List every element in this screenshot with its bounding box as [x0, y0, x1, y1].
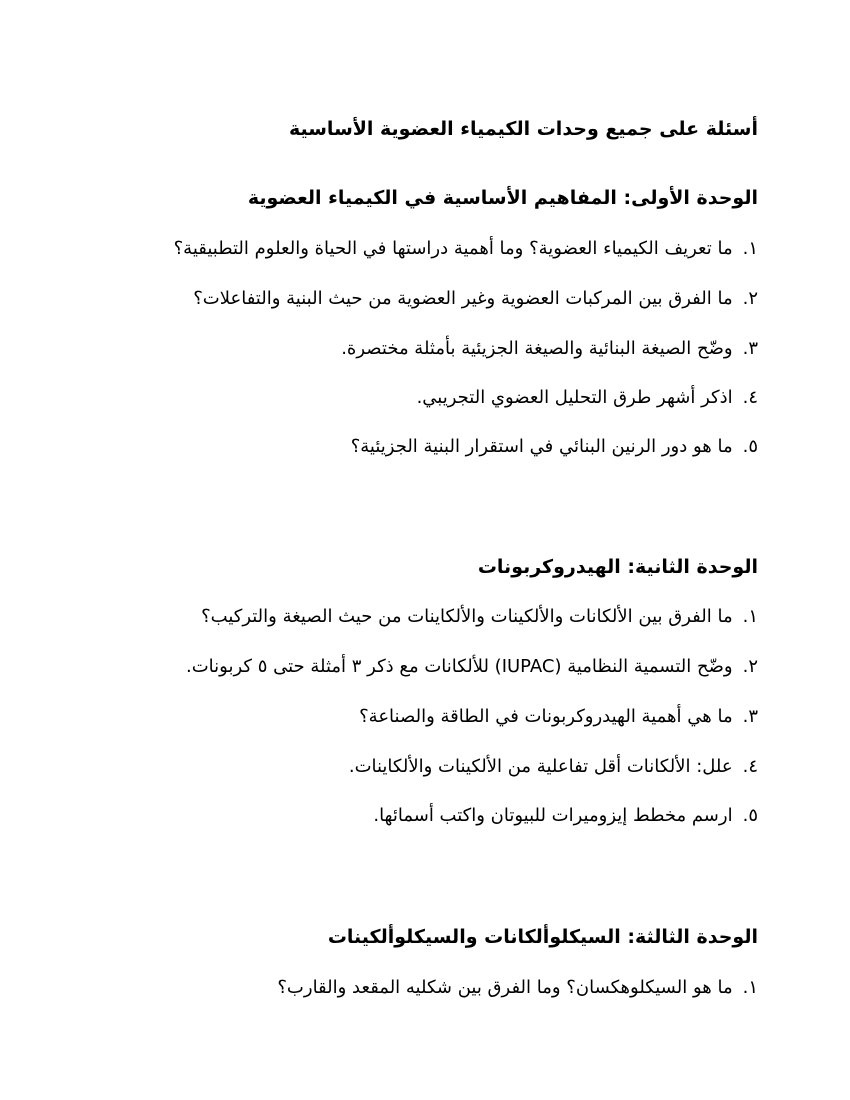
unit-3-title: الوحدة الثالثة: السيكلوألكانات والسيكلوألكينات: [327, 926, 758, 948]
unit-2-question-1: [201, 606, 758, 627]
question-number: ٥.: [742, 436, 758, 457]
question-text: اذكر أشهر طرق التحليل العضوي التجريبي.: [416, 387, 733, 408]
question-text: ما الفرق بين المركبات العضوية وغير العضوية من حيث البنية والتفاعلات؟: [193, 288, 733, 309]
question-number: ٢.: [742, 656, 758, 677]
question-text: ما هو دور الرنين البنائي في استقرار البنية الجزيئية؟: [350, 436, 733, 457]
question-number: ٤.: [742, 756, 758, 777]
unit-3-question-1: [277, 977, 758, 998]
question-text: ما هي أهمية الهيدروكربونات في الطاقة والصناعة؟: [359, 706, 733, 727]
unit-2-question-3: [359, 706, 758, 727]
question-text: وضّح الصيغة البنائية والصيغة الجزيئية بأمثلة مختصرة.: [341, 338, 733, 359]
question-number: ٤.: [742, 387, 758, 408]
question-text: ما هو السيكلوهكسان؟ وما الفرق بين شكليه المقعد والقارب؟: [277, 977, 733, 998]
question-text: علل: الألكانات أقل تفاعلية من الألكينات والألكاينات.: [348, 756, 733, 777]
unit-1-question-5: [351, 436, 758, 457]
question-number: ٥.: [742, 805, 758, 826]
unit-1-question-2: [193, 288, 758, 309]
question-number: ٣.: [742, 706, 758, 727]
unit-2-title: الوحدة الثانية: الهيدروكربونات: [477, 556, 758, 578]
question-number: ٢.: [742, 288, 758, 309]
question-text: ارسم مخطط إيزوميرات للبيوتان واكتب أسمائها.: [373, 805, 733, 826]
unit-2-question-5: [373, 805, 758, 826]
unit-1-question-3: [341, 338, 758, 359]
unit-1-question-1: [174, 238, 758, 259]
question-number: ١.: [742, 238, 758, 259]
question-text: ما تعريف الكيمياء العضوية؟ وما أهمية دراستها في الحياة والعلوم التطبيقية؟: [173, 238, 733, 259]
unit-2-question-2: [186, 656, 758, 677]
unit-1-title: الوحدة الأولى: المفاهيم الأساسية في الكيمياء العضوية: [247, 187, 758, 209]
document-title: أسئلة على جميع وحدات الكيمياء العضوية الأساسية: [288, 118, 758, 140]
question-text: وضّح التسمية النظامية (IUPAC) للألكانات مع ذكر ٣ أمثلة حتى ٥ كربونات.: [185, 656, 733, 677]
unit-1-question-4: [417, 387, 758, 408]
question-number: ١.: [742, 606, 758, 627]
question-text: ما الفرق بين الألكانات والألكينات والألكاينات من حيث الصيغة والتركيب؟: [201, 606, 733, 627]
question-number: ٣.: [742, 338, 758, 359]
unit-2-question-4: [349, 756, 758, 777]
question-number: ١.: [742, 977, 758, 998]
